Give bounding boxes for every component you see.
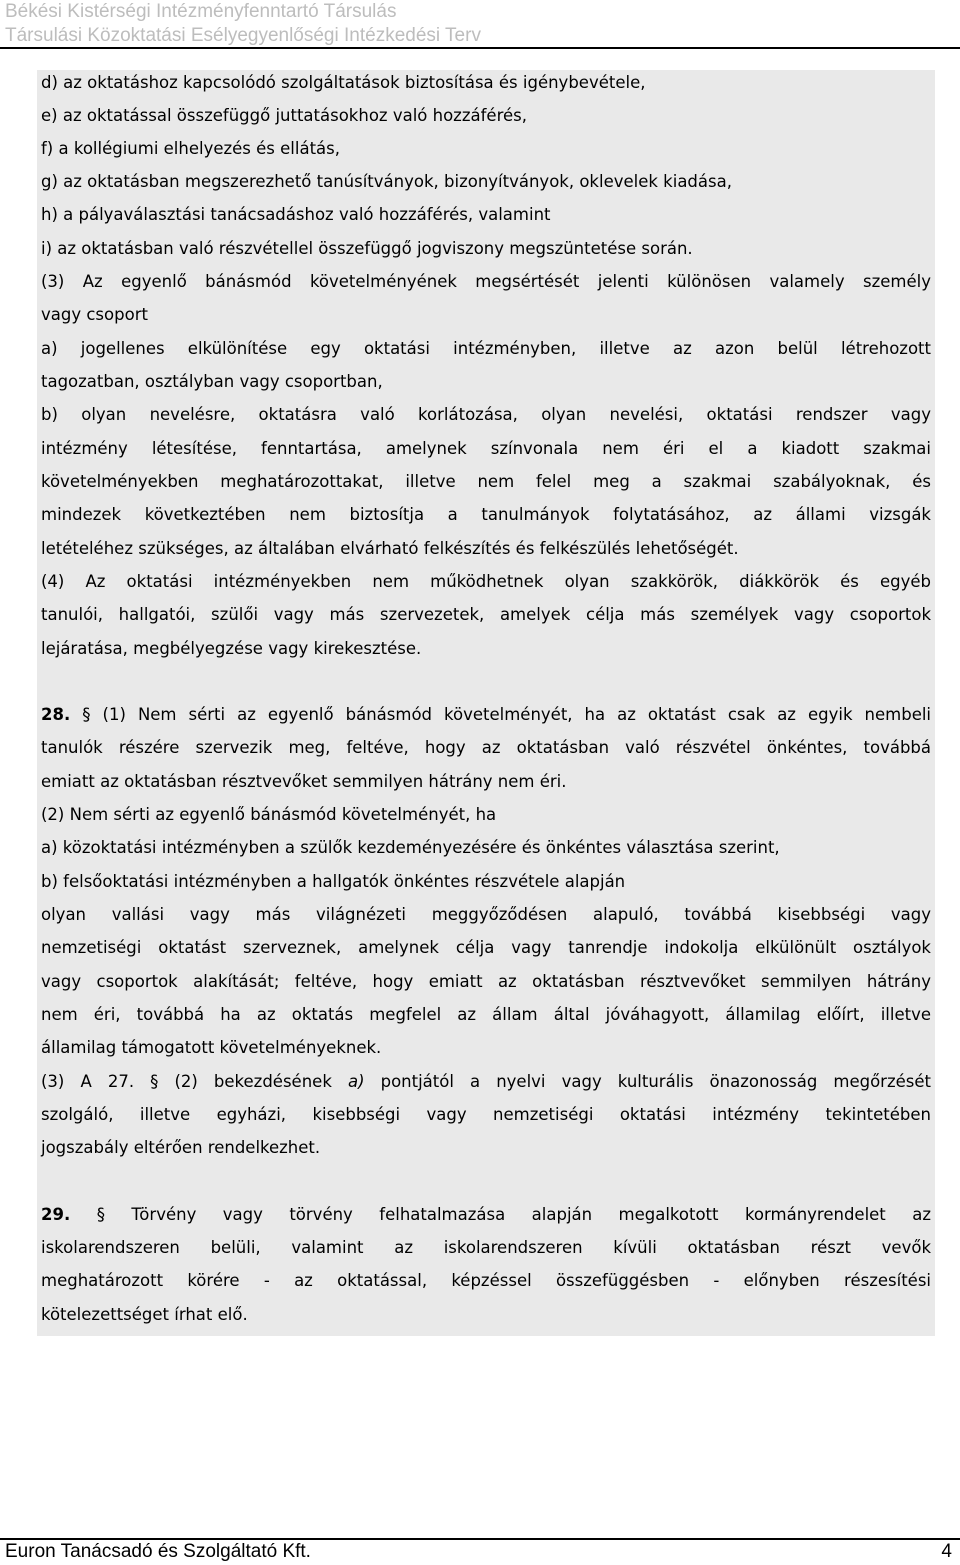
paragraph-line: h) a pályaválasztási tanácsadáshoz való hozzáférés, valamint (41, 205, 551, 224)
paragraph-line: követelményekben meghatározottakat, illetve nem felel meg a szakmai szabályoknak, és (41, 472, 931, 491)
paragraph-line: mindezek következtében nem biztosítja a tanulmányok folytatásához, az állami vizsgák (41, 505, 931, 524)
paragraph-text: Törvény vagy törvény felhatalmazása alapján megalkotott kormányrendelet az (131, 1205, 931, 1224)
paragraph-line: i) az oktatásban való részvétellel összefüggő jogviszony megszüntetése során. (41, 239, 693, 258)
paragraph-line: e) az oktatással összefüggő juttatásokhoz való hozzáférés, (41, 106, 527, 125)
paragraph-line: vagy csoport (41, 305, 148, 324)
paragraph-line: emiatt az oktatásban résztvevőket semmilyen hátrány nem éri. (41, 772, 567, 791)
paragraph-line: államilag támogatott követelményeknek. (41, 1038, 382, 1057)
paragraph-line: b) olyan nevelésre, oktatásra való korlátozása, olyan nevelési, oktatási rendszer vagy (41, 405, 931, 424)
paragraph-line: (3) Az egyenlő bánásmód követelményének megsértését jelenti különösen valamely személy (41, 272, 931, 291)
paragraph-line: f) a kollégiumi elhelyezés és ellátás, (41, 139, 340, 158)
paragraph-line: vagy csoportok alakítását; feltéve, hogy emiatt az oktatásban résztvevőket semmilyen hátrány (41, 972, 931, 991)
paragraph-line: a) jogellenes elkülönítése egy oktatási intézményben, illetve az azon belül létrehozott (41, 339, 931, 358)
header-document-title: Társulási Közoktatási Esélyegyenlőségi Intézkedési Terv (5, 25, 481, 46)
paragraph-line: d) az oktatáshoz kapcsolódó szolgáltatások biztosítása és igénybevétele, (41, 73, 646, 92)
paragraph-line: tagozatban, osztályban vagy csoportban, (41, 372, 383, 391)
italic-reference: a) (347, 1072, 365, 1091)
footer-divider (0, 1538, 960, 1540)
header-divider (0, 47, 960, 49)
paragraph-line (41, 1071, 931, 1093)
paragraph-line: tanulók részére szervezik meg, feltéve, hogy az oktatásban való részvétel önkéntes, továbbá (41, 738, 931, 757)
paragraph-line: jogszabály eltérően rendelkezhet. (41, 1138, 321, 1157)
section-symbol: § (96, 1205, 105, 1224)
paragraph-line: a) közoktatási intézményben a szülők kezdeményezésére és önkéntes választása szerint, (41, 838, 780, 857)
paragraph-line: iskolarendszeren belüli, valamint az iskolarendszeren kívüli oktatásban részt vevők (41, 1238, 931, 1257)
paragraph-line: kötelezettséget írhat elő. (41, 1305, 248, 1324)
paragraph-line: b) felsőoktatási intézményben a hallgatók önkéntes részvétele alapján (41, 872, 626, 891)
paragraph-text: pontjától a nyelvi vagy kulturális önazonosság megőrzését (364, 1072, 931, 1091)
paragraph-line: szolgáló, illetve egyházi, kisebbségi vagy nemzetiségi oktatási intézmény tekintetében (41, 1105, 931, 1124)
paragraph-text: (1) Nem sérti az egyenlő bánásmód követelményét, ha az oktatást csak az egyik nembeli (102, 705, 932, 724)
section-symbol: § (82, 705, 91, 724)
paragraph-line: lejáratása, megbélyegzése vagy kirekesztése. (41, 639, 422, 658)
document-body (37, 70, 935, 1336)
paragraph-text: (3) A 27. § (2) bekezdésének (41, 1072, 348, 1091)
page-header (5, 0, 955, 48)
paragraph-line: (4) Az oktatási intézményekben nem működhetnek olyan szakkörök, diákkörök és egyéb (41, 572, 931, 591)
paragraph-line: nem éri, továbbá ha az oktatás megfelel az állam által jóváhagyott, államilag előírt, illetve (41, 1005, 931, 1024)
paragraph-line: tanulói, hallgatói, szülői vagy más szervezetek, amelyek célja más személyek vagy csoportok (41, 605, 931, 624)
paragraph-line: g) az oktatásban megszerezhető tanúsítványok, bizonyítványok, oklevelek kiadása, (41, 172, 732, 191)
footer-company: Euron Tanácsadó és Szolgáltató Kft. (5, 1541, 311, 1562)
paragraph-line: nemzetiségi oktatást szerveznek, amelynek célja vagy tanrendje indokolja elkülönült osztályok (41, 938, 931, 957)
paragraph-line: (2) Nem sérti az egyenlő bánásmód követelményét, ha (41, 805, 497, 824)
section-29-first-line (41, 1204, 931, 1226)
section-number: 28. (41, 705, 71, 724)
header-organization: Békési Kistérségi Intézményfenntartó Társulás (5, 1, 397, 22)
page-number: 4 (941, 1541, 952, 1562)
paragraph-line: meghatározott körére - az oktatással, képzéssel összefüggésben - előnyben részesítési (41, 1271, 931, 1290)
section-number: 29. (41, 1205, 71, 1224)
section-28-first-line (41, 704, 931, 726)
paragraph-line: intézmény létesítése, fenntartása, amelynek színvonala nem éri el a kiadott szakmai (41, 439, 931, 458)
paragraph-line: letételéhez szükséges, az általában elvárható felkészítés és felkészülés lehetőségét. (41, 539, 739, 558)
paragraph-line: olyan vallási vagy más világnézeti meggyőződésen alapuló, továbbá kisebbségi vagy (41, 905, 931, 924)
